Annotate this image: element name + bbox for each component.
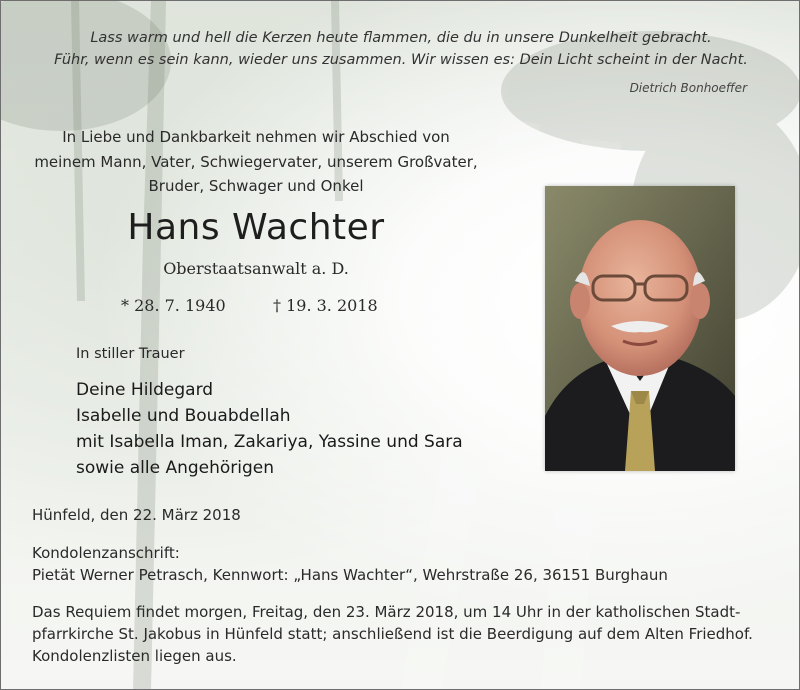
mourner-line: Deine Hildegard bbox=[76, 380, 214, 400]
requiem-line: Das Requiem findet morgen, Freitag, den 23. März 2018, um 14 Uhr in der katholischen Stadt- bbox=[32, 603, 741, 621]
deceased-name: Hans Wachter bbox=[127, 207, 385, 248]
quote bbox=[1, 27, 800, 71]
intro-line: Bruder, Schwager und Onkel bbox=[148, 177, 364, 195]
birth-date: * 28. 7. 1940 bbox=[121, 296, 226, 315]
mourner-line: Isabelle und Bouabdellah bbox=[76, 406, 291, 426]
portrait-illustration bbox=[545, 186, 735, 471]
condolence-address-line: Pietät Werner Petrasch, Kennwort: „Hans Wachter“, Wehrstraße 26, 36151 Burghaun bbox=[32, 566, 668, 584]
requiem-info bbox=[32, 601, 753, 667]
quote-author: Dietrich Bonhoeffer bbox=[629, 81, 747, 95]
mourner-line: mit Isabella Iman, Zakariya, Yassine und Sara bbox=[76, 432, 463, 452]
death-date: † 19. 3. 2018 bbox=[273, 296, 378, 315]
requiem-line: pfarrkirche St. Jakobus in Hünfeld statt; anschließend ist die Beerdigung auf dem Alten Friedhof. bbox=[32, 625, 753, 643]
condolence-label: Kondolenzanschrift: bbox=[32, 544, 180, 562]
quote-line: Lass warm und hell die Kerzen heute flammen, die du in unsere Dunkelheit gebracht. bbox=[90, 30, 712, 46]
intro-line: meinem Mann, Vater, Schwiegervater, unserem Großvater, bbox=[34, 152, 478, 171]
mourner-line: sowie alle Angehörigen bbox=[76, 458, 275, 478]
mourners-list bbox=[76, 377, 463, 481]
place-date: Hünfeld, den 22. März 2018 bbox=[32, 506, 241, 524]
condolence-address bbox=[32, 542, 668, 586]
requiem-line: Kondolenzlisten liegen aus. bbox=[32, 647, 237, 665]
portrait-photo bbox=[545, 186, 735, 471]
deceased-title: Oberstaatsanwalt a. D. bbox=[163, 259, 349, 278]
intro-line: In Liebe und Dankbarkeit nehmen wir Abschied von bbox=[62, 128, 450, 146]
quote-line: Führ, wenn es sein kann, wieder uns zusammen. Wir wissen es: Dein Licht scheint in der Nacht. bbox=[54, 52, 748, 68]
intro-text bbox=[1, 125, 511, 199]
mourning-label: In stiller Trauer bbox=[76, 346, 185, 362]
